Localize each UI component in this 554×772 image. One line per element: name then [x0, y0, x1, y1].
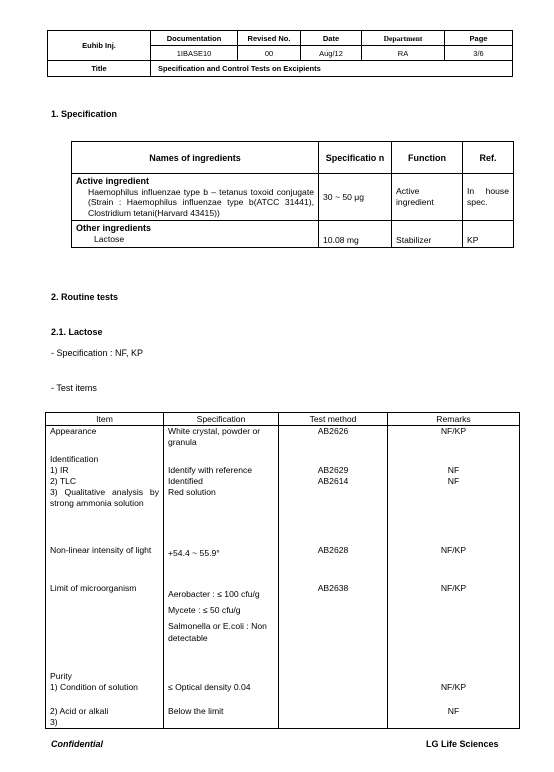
- active-ref: In house spec.: [463, 174, 514, 221]
- condition-item: 1) Condition of solution: [46, 682, 164, 706]
- purity-item: Purity: [46, 671, 164, 682]
- footer-confidential: Confidential: [51, 739, 103, 749]
- condition-spec: ≤ Optical density 0.04: [164, 682, 279, 706]
- identification-item: Identification: [46, 454, 164, 465]
- col-method-header: Test method: [279, 413, 388, 426]
- department-value: RA: [362, 46, 445, 61]
- specification-line: - Specification : NF, KP: [51, 348, 144, 358]
- qualitative-item: 3) Qualitative analysis by strong ammonia solution: [46, 487, 164, 545]
- qualitative-spec: Red solution: [164, 487, 279, 545]
- date-value: Aug/12: [301, 46, 362, 61]
- tests-table: [45, 412, 520, 729]
- documentation-header: Documentation: [151, 31, 238, 46]
- revised-value: 00: [238, 46, 301, 61]
- page-header: Page: [445, 31, 513, 46]
- active-ingredient-cell: [72, 174, 319, 221]
- other-ingredient-name: Lactose: [94, 234, 125, 244]
- active-ingredient-heading: Active ingredient: [76, 176, 150, 186]
- col-ref-header: Ref.: [463, 142, 514, 174]
- appearance-remarks: NF/KP: [388, 426, 520, 454]
- documentation-value: 1IBASE10: [151, 46, 238, 61]
- microorganism-method: AB2638: [279, 583, 388, 671]
- ir-remarks: NF: [388, 465, 520, 476]
- microorganism-remarks: NF/KP: [388, 583, 520, 671]
- nonlinear-item: Non-linear intensity of light: [46, 545, 164, 583]
- other-spec: 10.08 mg: [319, 221, 392, 248]
- other-ingredient-heading: Other ingredients: [76, 223, 152, 233]
- acid-spec: Below the limit: [164, 706, 279, 717]
- nonlinear-method: AB2628: [279, 545, 388, 583]
- mycete-spec: Mycete : ≤ 50 cfu/g: [168, 604, 241, 615]
- tlc-method: AB2614: [279, 476, 388, 487]
- department-header: Department: [362, 31, 445, 46]
- test-items-line: - Test items: [51, 383, 97, 393]
- appearance-spec: White crystal, powder or granula: [164, 426, 279, 454]
- active-ingredient-name: Haemophilus influenzae type b – tetanus toxoid conjugate (Strain : Haemophilus influenzae type b(ATCC 31441), Clostridium tetani(Harvard 43415)): [88, 186, 314, 218]
- salmonella-spec: Salmonella or E.coli : Non detectable: [168, 620, 267, 643]
- date-header: Date: [301, 31, 362, 46]
- section-2-heading: 2. Routine tests: [51, 292, 119, 302]
- title-label: Title: [48, 61, 151, 77]
- aerobacter-spec: Aerobacter : ≤ 100 cfu/g: [168, 588, 260, 599]
- document-header-table: [47, 30, 513, 77]
- page-value: 3/6: [445, 46, 513, 61]
- col-function-header: Function: [392, 142, 463, 174]
- title-value: Specification and Control Tests on Excipients: [151, 61, 513, 77]
- ir-spec: Identify with reference: [164, 465, 279, 476]
- other-function: Stabilizer: [392, 221, 463, 248]
- company-name: Euhib Inj.: [48, 31, 151, 61]
- nonlinear-remarks: NF/KP: [388, 545, 520, 583]
- active-spec: 30 ~ 50 μg: [319, 174, 392, 221]
- col-spec-header: Specificatio n: [319, 142, 392, 174]
- other-ref: KP: [463, 221, 514, 248]
- tlc-item: 2) TLC: [46, 476, 164, 487]
- active-function: Active ingredient: [392, 174, 463, 221]
- col-remarks-header: Remarks: [388, 413, 520, 426]
- microorganism-spec: [164, 583, 279, 671]
- ir-item: 1) IR: [46, 465, 164, 476]
- col-names-header: Names of ingredients: [72, 142, 319, 174]
- ir-method: AB2629: [279, 465, 388, 476]
- col-item-header: Item: [46, 413, 164, 426]
- appearance-method: AB2626: [279, 426, 388, 454]
- tlc-spec: Identified: [164, 476, 279, 487]
- col-spec-header: Specification: [164, 413, 279, 426]
- other-ingredient-cell: [72, 221, 319, 248]
- section-1-heading: 1. Specification: [51, 109, 118, 119]
- condition-remarks: NF/KP: [388, 682, 520, 706]
- specification-table: [71, 141, 514, 248]
- footer-company: LG Life Sciences: [426, 739, 499, 749]
- acid-item: 2) Acid or alkali: [46, 706, 164, 717]
- revised-header: Revised No.: [238, 31, 301, 46]
- nonlinear-spec: +54.4 ~ 55.9°: [164, 545, 279, 583]
- microorganism-item: Limit of microorganism: [46, 583, 164, 671]
- section-2-1-heading: 2.1. Lactose: [51, 327, 103, 337]
- third-item: 3): [46, 717, 164, 729]
- appearance-item: Appearance: [46, 426, 164, 454]
- tlc-remarks: NF: [388, 476, 520, 487]
- acid-remarks: NF: [388, 706, 520, 717]
